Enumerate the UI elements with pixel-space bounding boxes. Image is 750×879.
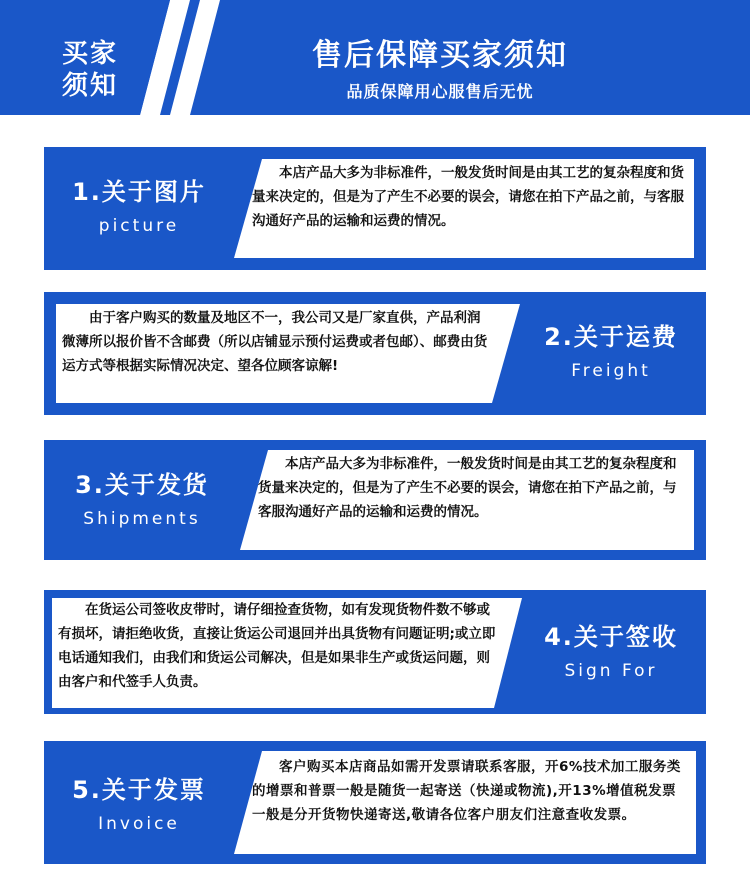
section-sign-for-title: 4.关于签收 [544,623,678,651]
section-picture [44,147,706,270]
section-invoice-label [44,775,234,835]
section-picture-text: 本店产品大多为非标准件，一般发货时间是由其工艺的复杂程度和货量来决定的，但是为了产生不必要的误会，请您在拍下产品之前，与客服沟通好产品的运输和运费的情况。 [252,165,684,229]
section-invoice-subtitle: Invoice [98,814,180,834]
section-freight-text: 由于客户购买的数量及地区不一，我公司又是厂家直供，产品利润微薄所以报价皆不含邮费（所以店铺显示预付运费或者包邮）、邮费由货运方式等根据实际情况决定、望各位顾客谅解! [62,310,488,374]
page-subtitle: 品质保障用心服售后无忧 [346,82,534,101]
section-sign-for-label [516,622,706,682]
section-invoice-title: 5.关于发票 [72,776,206,804]
header-banner [0,0,750,115]
header-tag-line1: 买家 [62,39,119,69]
section-shipments-subtitle: Shipments [83,509,201,529]
section-invoice [44,741,706,864]
section-freight-subtitle: Freight [571,361,651,381]
section-sign-for [44,590,706,714]
section-shipments [44,440,706,560]
section-picture-title: 1.关于图片 [72,178,206,206]
section-freight [44,292,706,415]
section-sign-for-subtitle: Sign For [564,661,658,681]
section-invoice-text: 客户购买本店商品如需开发票请联系客服，开6%技术加工服务类的增票和普票一般是随货一起寄送（快递或物流),开13%增值税发票一般是分开货物快递寄送,敬请各位客户朋友们注意查收发票。 [252,759,681,823]
page-title: 售后保障买家须知 [312,38,568,73]
header-tag [62,38,142,102]
section-sign-for-text: 在货运公司签收皮带时，请仔细捡查货物，如有发现货物件数不够或有损坏，请拒绝收货，直接让货运公司退回并出具货物有问题证明;或立即电话通知我们，由我们和货运公司解决，但是如果非生产或货运问题，则由客户和代签手人负责。 [58,602,496,690]
section-picture-label [44,177,234,237]
section-freight-title: 2.关于运费 [544,323,678,351]
section-shipments-text: 本店产品大多为非标准件，一般发货时间是由其工艺的复杂程度和货量来决定的，但是为了产生不必要的误会，请您在拍下产品之前，与客服沟通好产品的运输和运费的情况。 [258,456,677,520]
section-shipments-label [44,470,240,530]
section-freight-label [516,322,706,382]
section-shipments-title: 3.关于发货 [75,471,209,499]
section-picture-subtitle: picture [98,216,180,236]
header-tag-line2: 须知 [62,71,119,101]
